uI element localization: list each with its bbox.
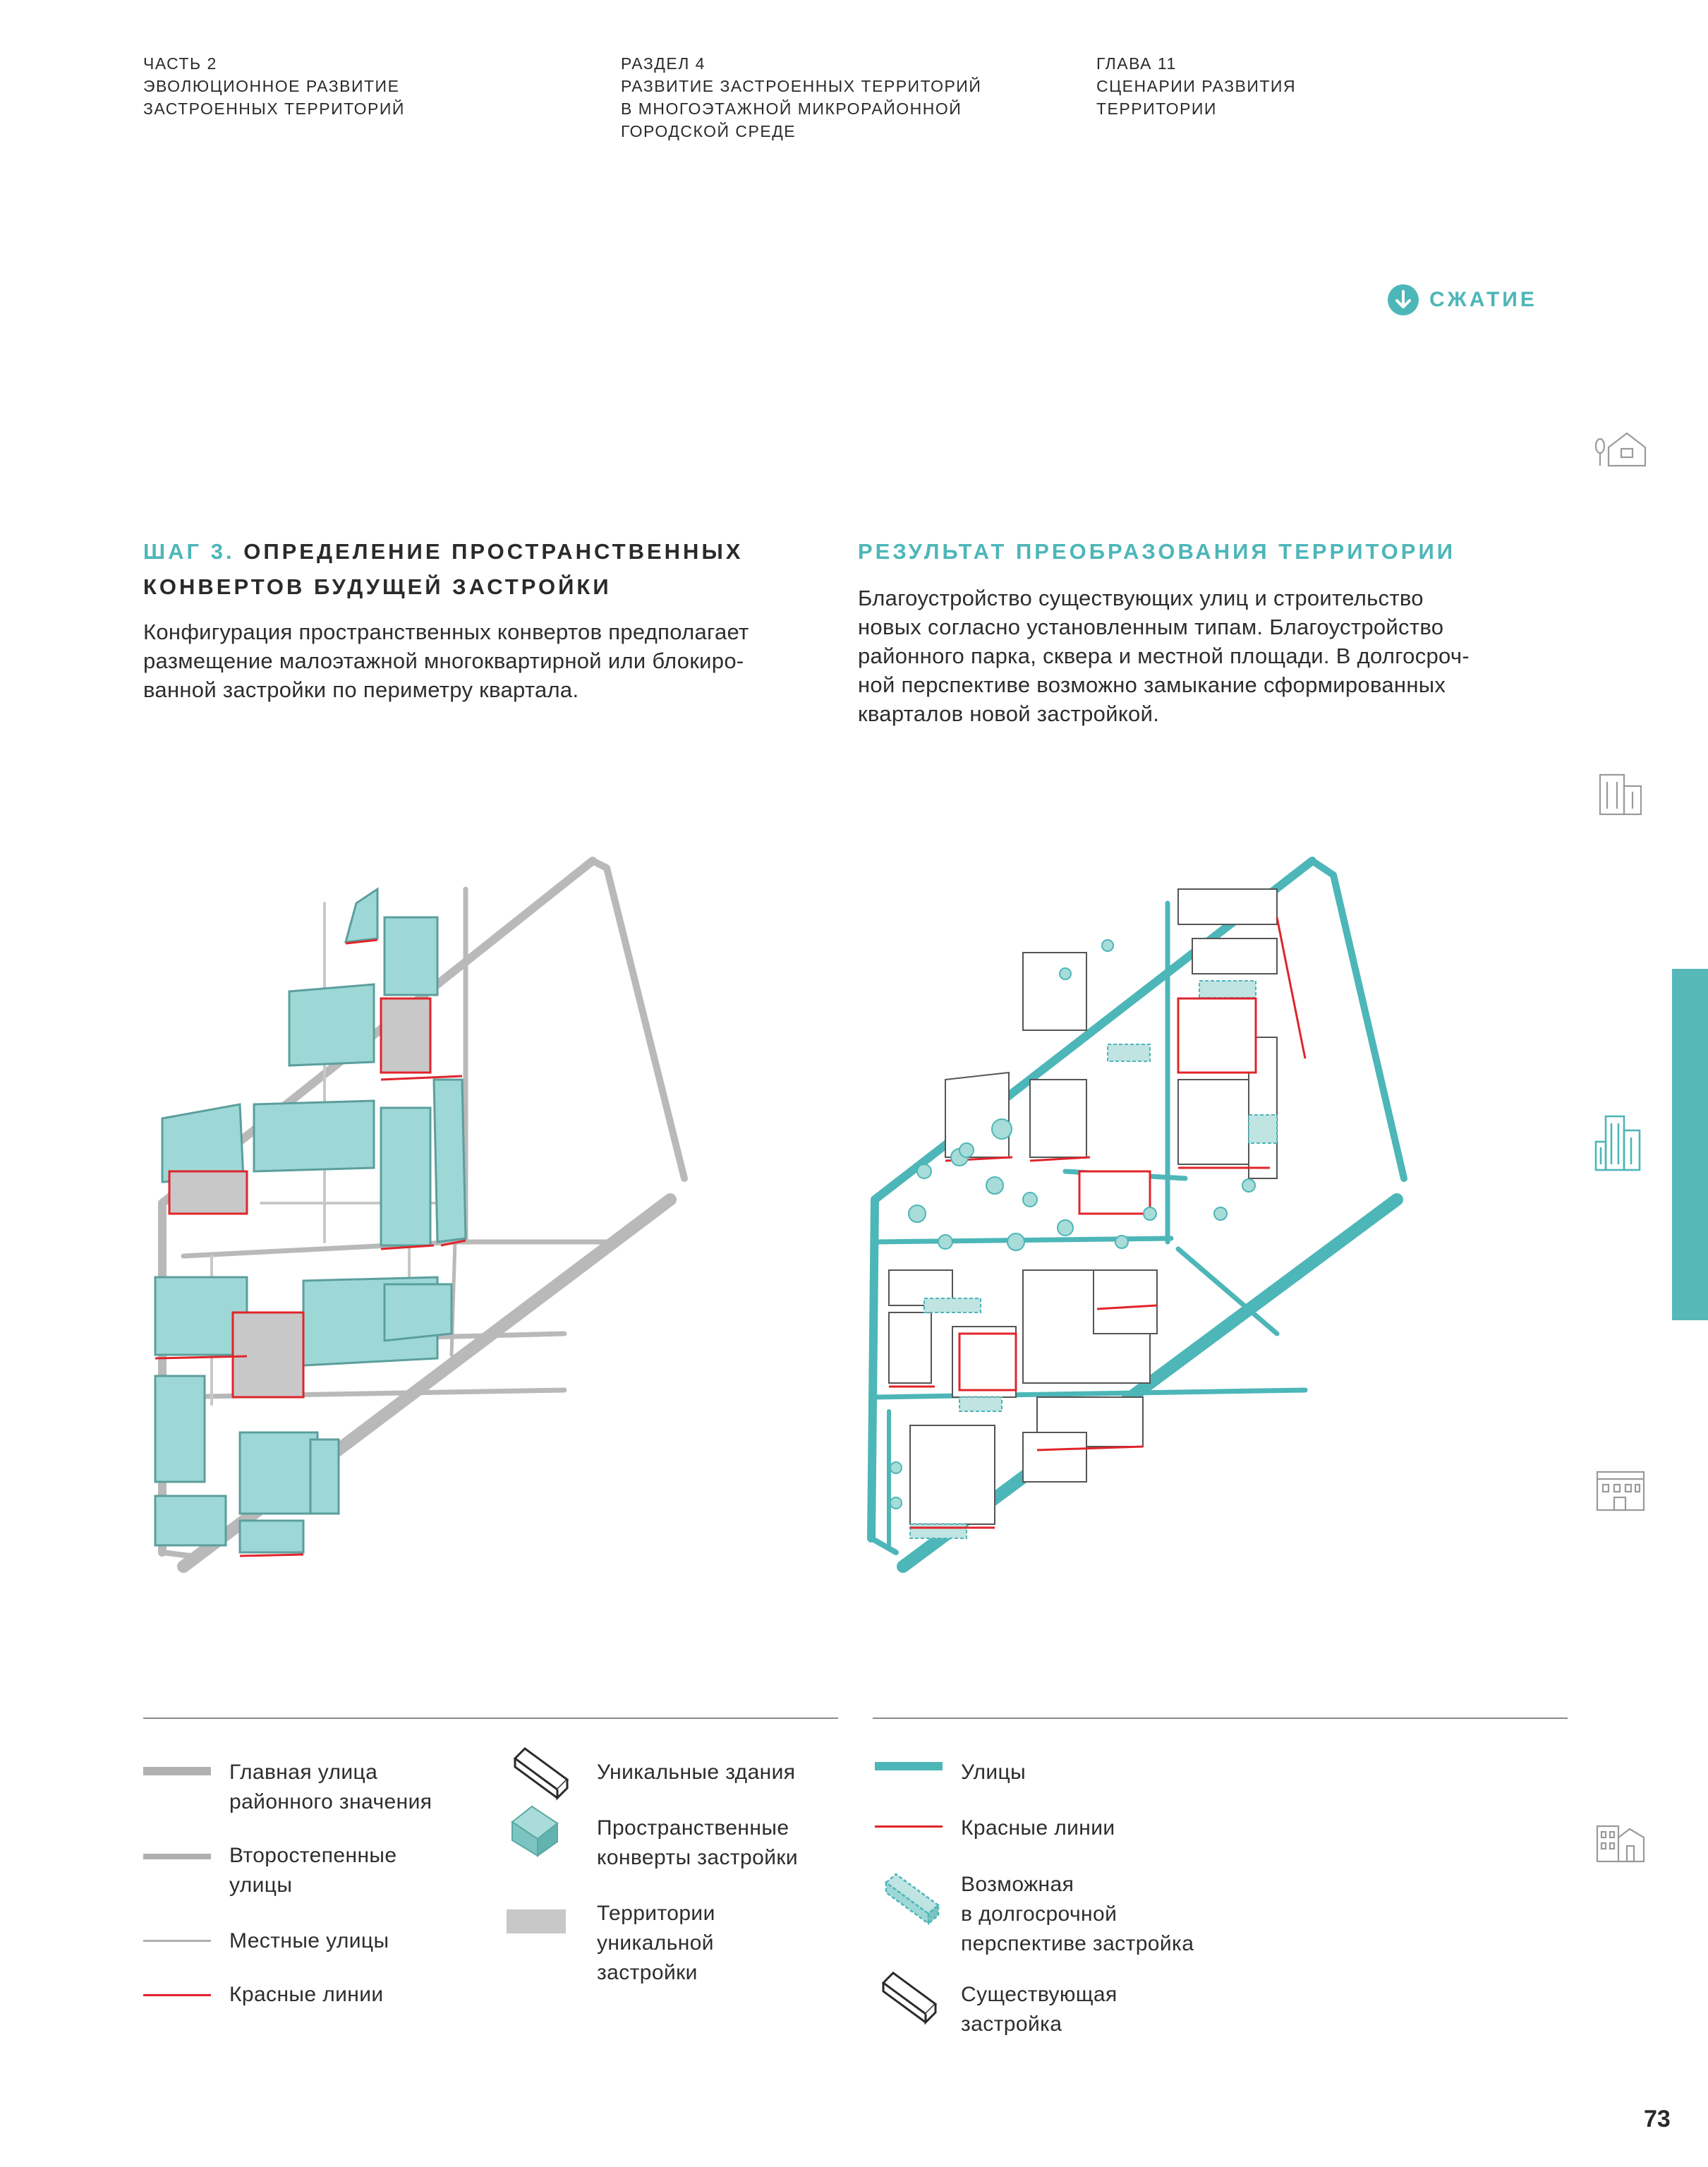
envelopes-map xyxy=(141,847,691,1574)
legend-red-lines: Красные линии xyxy=(229,1983,384,2006)
legend-possible-development xyxy=(961,1870,1194,1959)
header-part-line: ЭВОЛЮЦИОННОЕ РАЗВИТИЕ xyxy=(143,77,400,95)
house-icon xyxy=(1593,426,1648,471)
tower-icon xyxy=(1593,772,1648,817)
step-title xyxy=(143,534,743,605)
legend-possible-development-line: в долгосрочной xyxy=(961,1902,1118,1926)
step-text-line: размещение малоэтажной многоквартирной или блокиро- xyxy=(143,648,744,673)
legend-secondary-line: Второстепенные xyxy=(229,1844,397,1867)
result-description xyxy=(858,584,1470,728)
street xyxy=(1312,861,1404,1178)
highrise-icon xyxy=(1593,1113,1648,1173)
legend-streets: Улицы xyxy=(961,1761,1026,1784)
secondary-street xyxy=(162,1552,190,1556)
legend-secondary-streets xyxy=(229,1841,396,1900)
badge-label: СЖАТИЕ xyxy=(1429,288,1537,311)
legend-existing-development-line: Существующая xyxy=(961,1983,1118,2006)
header-part xyxy=(143,52,405,120)
arrow-down-circle-icon xyxy=(1387,284,1419,316)
result-title: РЕЗУЛЬТАТ ПРЕОБРАЗОВАНИЯ ТЕРРИТОРИИ xyxy=(858,539,1456,564)
header-chapter xyxy=(1096,52,1296,120)
chapter-tab xyxy=(1672,969,1708,1320)
page-number: 73 xyxy=(1644,2106,1671,2132)
legend-existing-development-line: застройка xyxy=(961,2012,1062,2036)
possible-development-icon xyxy=(882,1870,943,1928)
header-section-line: РАЗДЕЛ 4 xyxy=(621,54,705,73)
legend-unique-territories-line: Территории xyxy=(597,1902,715,1925)
legend-envelopes-line: Пространственные xyxy=(597,1816,789,1840)
legend-divider-left xyxy=(143,1718,838,1719)
legend-unique-territories-line: застройки xyxy=(597,1961,698,1984)
legend-main-street-line: районного значения xyxy=(229,1790,432,1813)
legend-local-streets: Местные улицы xyxy=(229,1929,389,1952)
header-part-line: ЧАСТЬ 2 xyxy=(143,54,217,73)
step-text-line: ванной застройки по периметру квартала. xyxy=(143,677,579,702)
header-part-line: ЗАСТРОЕННЫХ ТЕРРИТОРИЙ xyxy=(143,99,405,118)
mixed-buildings-icon xyxy=(1593,1821,1648,1866)
header-section-line: ГОРОДСКОЙ СРЕДЕ xyxy=(621,122,797,140)
legend-swatch-red-lines-right xyxy=(875,1825,943,1828)
main-street xyxy=(593,861,684,1178)
result-text-line: новых согласно установленным типам. Благоустройство xyxy=(858,615,1444,639)
result-text-line: ной перспективе возможно замыкание сформированных xyxy=(858,672,1446,697)
unique-building-icon xyxy=(511,1743,571,1801)
legend-secondary-line: улицы xyxy=(229,1873,293,1897)
legend-swatch-unique-territory xyxy=(507,1909,566,1933)
legend-main-street xyxy=(229,1758,432,1817)
header-section-line: РАЗВИТИЕ ЗАСТРОЕННЫХ ТЕРРИТОРИЙ xyxy=(621,77,982,95)
legend-envelopes xyxy=(597,1813,798,1873)
legend-red-lines-right: Красные линии xyxy=(961,1816,1115,1840)
legend-unique-territories-line: уникальной xyxy=(597,1931,714,1955)
legend-unique-buildings: Уникальные здания xyxy=(597,1761,796,1784)
legend-swatch-red-lines xyxy=(143,1994,211,1996)
secondary-street xyxy=(162,1390,564,1397)
step-title-line1: ОПРЕДЕЛЕНИЕ ПРОСТРАНСТВЕННЫХ xyxy=(243,539,744,564)
result-text-line: районного парка, сквера и местной площади. В долгосроч- xyxy=(858,644,1470,668)
step-text-line: Конфигурация пространственных конвертов предполагает xyxy=(143,620,749,644)
header-chapter-line: СЦЕНАРИИ РАЗВИТИЯ xyxy=(1096,77,1297,95)
step-title-prefix: ШАГ 3. xyxy=(143,539,235,564)
street xyxy=(875,1390,1305,1397)
legend-main-street-line: Главная улица xyxy=(229,1761,378,1784)
legend-possible-development-line: перспективе застройка xyxy=(961,1932,1194,1955)
legend-divider-right xyxy=(873,1718,1568,1719)
legend-swatch-main-street xyxy=(143,1767,211,1775)
street xyxy=(871,1538,896,1552)
legend-envelopes-line: конверты застройки xyxy=(597,1846,799,1869)
header-section-line: В МНОГОЭТАЖНОЙ МИКРОРАЙОННОЙ xyxy=(621,99,962,118)
result-text-line: кварталов новой застройкой. xyxy=(858,701,1160,726)
scenario-badge xyxy=(1387,284,1537,316)
legend-swatch-local xyxy=(143,1940,211,1942)
step-title-line2: КОНВЕРТОВ БУДУЩЕЙ ЗАСТРОЙКИ xyxy=(143,574,612,599)
block-building-icon xyxy=(1593,1468,1648,1513)
header-chapter-line: ГЛАВА 11 xyxy=(1096,54,1177,73)
legend-unique-territories xyxy=(597,1899,715,1988)
header-section xyxy=(621,52,981,143)
legend-possible-development-line: Возможная xyxy=(961,1873,1074,1896)
legend-swatch-secondary xyxy=(143,1854,211,1859)
legend-swatch-streets xyxy=(875,1762,943,1770)
result-text-line: Благоустройство существующих улиц и строительство xyxy=(858,586,1424,610)
existing-development-icon xyxy=(879,1967,940,2025)
header-chapter-line: ТЕРРИТОРИИ xyxy=(1096,99,1217,118)
legend-existing-development xyxy=(961,1980,1118,2039)
result-map xyxy=(854,847,1418,1574)
step-description xyxy=(143,617,749,704)
envelope-cube-icon xyxy=(507,1801,563,1860)
